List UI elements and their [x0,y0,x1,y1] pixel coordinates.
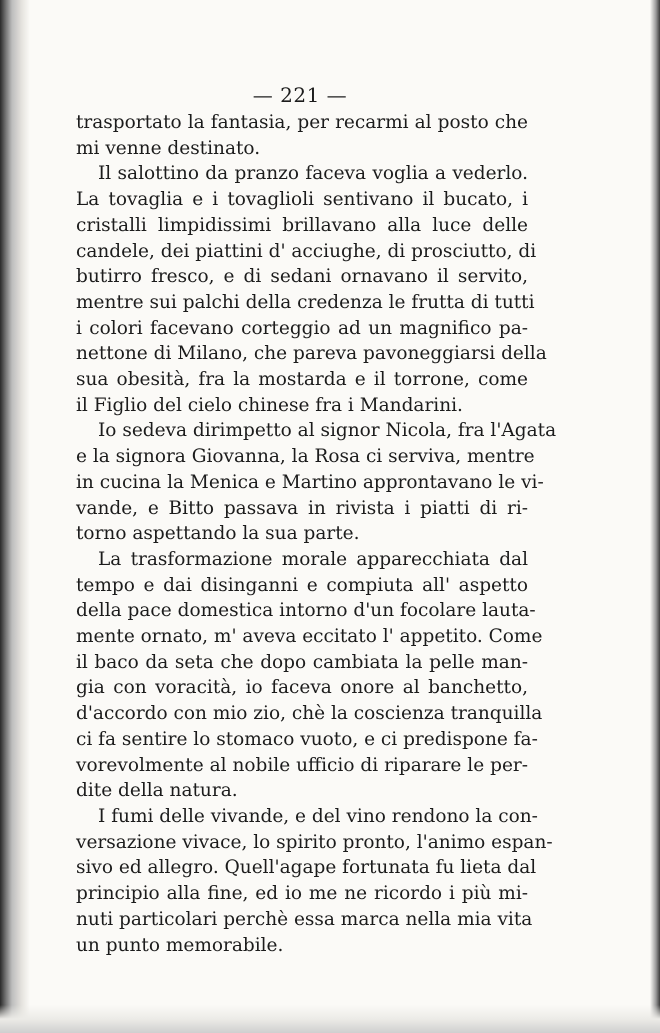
page-right-edge [650,0,660,1033]
text-line: in cucina la Menica e Martino approntavano le vi- [76,471,544,493]
text-line: cristalli limpidissimi brillavano alla luce delle [76,214,528,236]
text-line: La tovaglia e i tovaglioli sentivano il bucato, i [76,189,528,211]
text-line: il baco da seta che dopo cambiata la pelle man- [76,651,528,673]
text-line: e la signora Giovanna, la Rosa ci serviva, mentre [76,446,535,468]
text-line: ci fa sentire lo stomaco vuoto, e ci predispone fa- [76,728,538,750]
text-line: vande, e Bitto passava in rivista i piatti di ri- [76,497,528,519]
text-line: i colori facevano corteggio ad un magnifico pa- [76,317,528,339]
text-line: tempo e dai disinganni e compiuta all' aspetto [76,574,528,596]
text-line: trasportato la fantasia, per recarmi al posto che [76,112,528,133]
text-line: Io sedeva dirimpetto al signor Nicola, fra l'Agata [98,420,557,442]
text-line: dite della natura. [76,780,238,802]
text-line: torno aspettando la sua parte. [76,523,360,545]
text-line: versazione vivace, lo spirito pronto, l'animo espan- [76,831,553,853]
text-line: mentre sui palchi della credenza le frutta di tutti [76,291,535,313]
text-line: gia con voracità, io faceva onore al banchetto, [76,677,528,699]
text-line: il Figlio del cielo chinese fra i Mandarini. [76,394,463,416]
text-line: mi venne destinato. [76,137,261,159]
page-binding-shadow [0,0,30,1033]
page-number: — 221 — [252,83,348,107]
text-line: della pace domestica intorno d'un focolare lauta- [76,600,536,622]
text-line: vorevolmente al nobile ufficio di riparare le per- [76,754,528,776]
text-line: Il salottino da pranzo faceva voglia a vederlo. [98,163,528,185]
text-line: sivo ed allegro. Quell'agape fortunata fu lieta dal [76,857,537,879]
text-line: d'accordo con mio zio, chè la coscienza tranquilla [76,703,543,725]
text-line: I fumi delle vivande, e del vino rendono la con- [98,805,538,827]
text-line: sua obesità, fra la mostarda e il torrone, come [76,369,528,391]
text-line: La trasformazione morale apparecchiata dal [98,548,528,570]
text-line: candele, dei piattini d' acciughe, di prosciutto, di [76,240,537,262]
text-line: principio alla fine, ed io me ne ricordo i più mi- [76,883,528,905]
page-bottom-edge [0,1005,660,1033]
text-line: nuti particolari perchè essa marca nella mia vita [76,908,533,930]
text-line: butirro fresco, e di sedani ornavano il servito, [76,266,528,288]
body-text [76,110,557,958]
text-line: un punto memorabile. [76,934,284,956]
text-line: nettone di Milano, che pareva pavoneggiarsi della [76,343,547,365]
text-line: mente ornato, m' aveva eccitato l' appetito. Come [76,626,543,648]
